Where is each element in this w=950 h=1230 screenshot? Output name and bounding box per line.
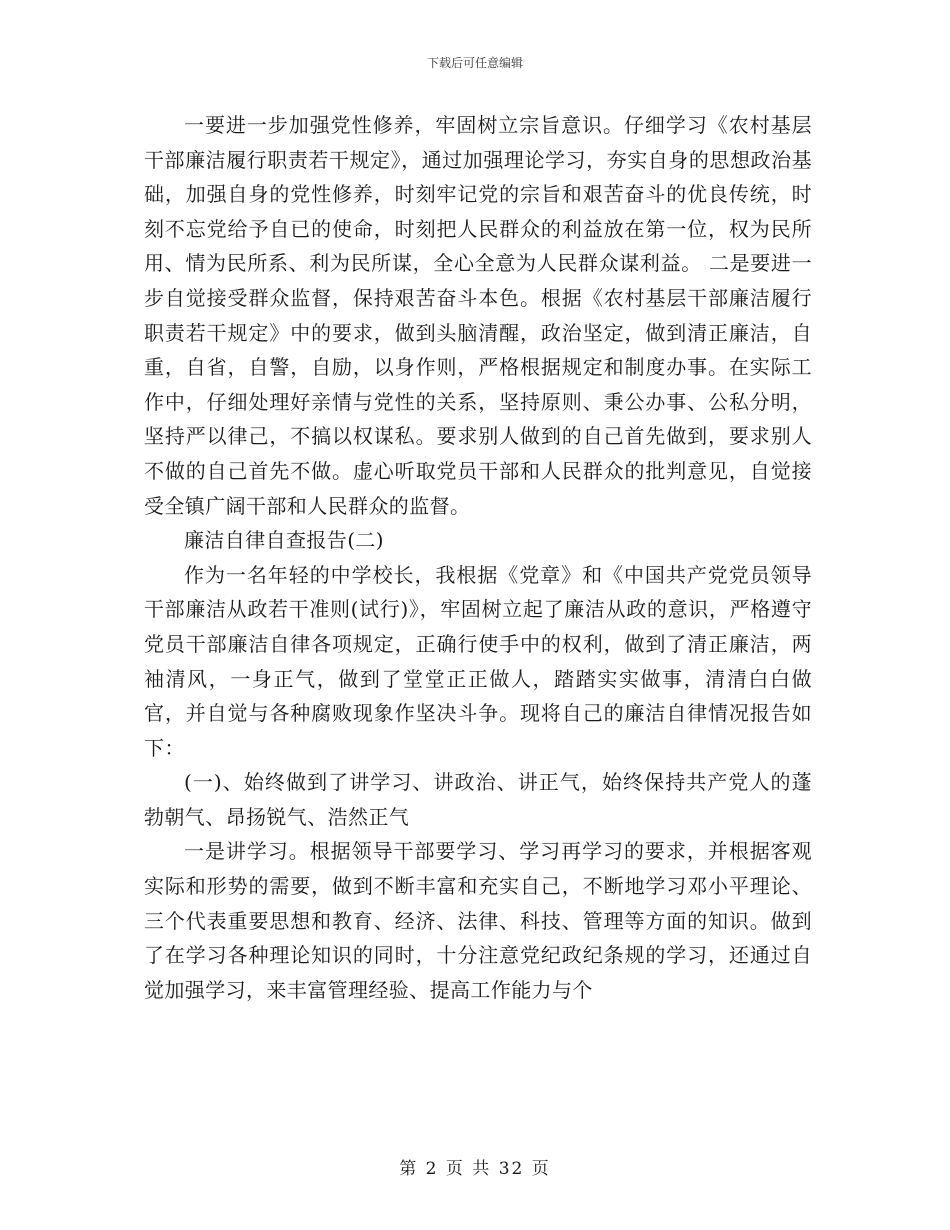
paragraph: 作为一名年轻的中学校长，我根据《党章》和《中国共产党党员领导干部廉洁从政若干准则(试行)》，牢固树立起了廉洁从政的意识，严格遵守党员干部廉洁自律各项规定，正确行使手中的权利，做到了清正廉洁，两袖清风，一身正气，做到了堂堂正正做人，踏踏实实做事，清清白白做官，并自觉与各种腐败现象作坚决斗争。现将自己的廉洁自律情况报告如下：	[144, 562, 812, 760]
document-body	[144, 108, 812, 1007]
page-number: 第 2 页 共 32 页	[399, 1159, 551, 1179]
paragraph: 一要进一步加强党性修养，牢固树立宗旨意识。仔细学习《农村基层干部廉洁履行职责若干规定》，通过加强理论学习，夯实自身的思想政治基础，加强自身的党性修养，时刻牢记党的宗旨和艰苦奋斗的优良传统，时刻不忘党给予自已的使命，时刻把人民群众的利益放在第一位，权为民所用、情为民所系、利为民所谋，全心全意为人民群众谋利益。 二是要进一步自觉接受群众监督，保持艰苦奋斗本色。根据《农村基层干部廉洁履行职责若干规定》中的要求，做到头脑清醒，政治坚定，做到清正廉洁，自重，自省，自警，自励，以身作则，严格根据规定和制度办事。在实际工作中，仔细处理好亲情与党性的关系，坚持原则、秉公办事、公私分明，坚持严以律己，不搞以权谋私。要求别人做到的自己首先做到，要求别人不做的自己首先不做。虚心听取党员干部和人民群众的批判意见，自觉接受全镇广阔干部和人民群众的监督。	[144, 113, 812, 518]
section-heading: 廉洁自律自查报告(二)	[184, 528, 385, 553]
subsection-heading: (一)、始终做到了讲学习、讲政治、讲正气，始终保持共产党人的蓬勃朝气、昂扬锐气、浩然正气	[144, 770, 812, 829]
page-header: 下载后可任意编辑	[426, 56, 523, 70]
paragraph: 一是讲学习。根据领导干部要学习、学习再学习的要求，并根据客观实际和形势的需要，做到不断丰富和充实自己，不断地学习邓小平理论、三个代表重要思想和教育、经济、法律、科技、管理等方面的知识。做到了在学习各种理论知识的同时，十分注意党纪政纪条规的学习，还通过自觉加强学习，来丰富管理经验、提高工作能力与个	[144, 839, 812, 1002]
